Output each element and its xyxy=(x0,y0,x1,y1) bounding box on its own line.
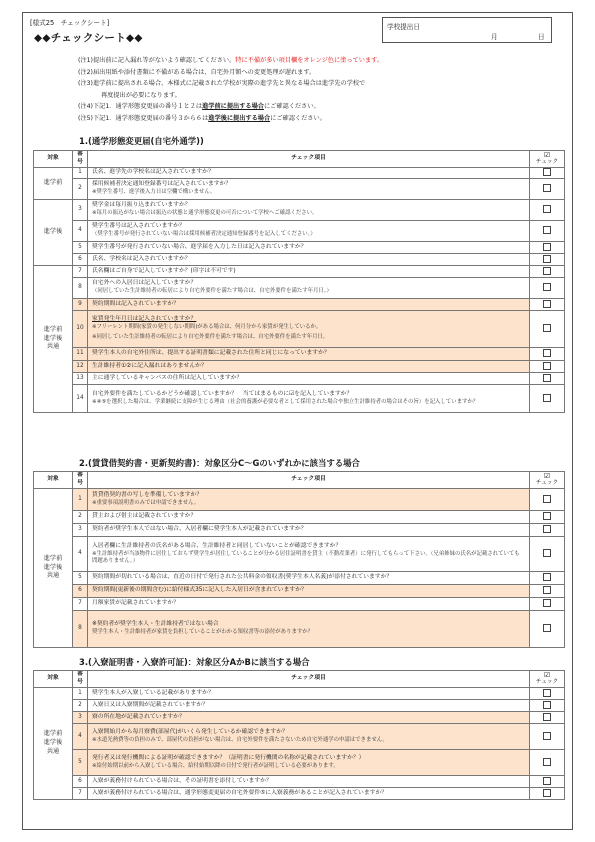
checkbox[interactable] xyxy=(543,255,551,263)
check-item-text: 月額家賃が記載されていますか？ xyxy=(92,600,179,607)
header-target: 対象 xyxy=(34,671,73,688)
check-cell xyxy=(530,179,565,200)
checkbox[interactable] xyxy=(543,362,551,370)
checklist-row xyxy=(34,311,565,348)
checklist-row xyxy=(34,361,565,373)
row-number: 3 xyxy=(73,200,88,221)
check-item-note: ※④⑤を選択した場合は、学業継続に支障が生じる理由（社会的養護が必要な者として採用された場合や独立生計維持者の場合はその旨）を記入していますか？ xyxy=(92,398,479,405)
target-cell: 進学前 進学後 共通 xyxy=(34,489,73,648)
check-item xyxy=(88,688,530,700)
check-item-text: 奨学生番号は記入されていますか？ xyxy=(92,223,185,230)
check-cell xyxy=(530,242,565,254)
check-cell xyxy=(530,254,565,266)
header-no: 番号 xyxy=(73,151,88,168)
checkbox[interactable] xyxy=(543,324,551,332)
check-cell xyxy=(530,776,565,788)
checklist-row xyxy=(34,537,565,572)
row-number: 5 xyxy=(73,572,88,585)
checkbox[interactable] xyxy=(543,267,551,275)
page-title: ◆◆チェックシート◆◆ xyxy=(34,32,143,44)
check-item-text: 奨学生本人が入寮している記載がありますか？ xyxy=(92,689,214,696)
day-label: 日 xyxy=(538,33,545,41)
header-check: ☑ チェック xyxy=(530,151,565,168)
check-item-text: 主に通学しているキャンパスの住所は記入していますか？ xyxy=(92,374,243,381)
checklist-row xyxy=(34,299,565,311)
checklist-row xyxy=(34,724,565,750)
note-4: (注4)下記1．通学形態変更届の番号１と２は進学前に提出する場合にご確認ください。 xyxy=(78,103,320,110)
row-number: 9 xyxy=(73,299,88,311)
section-3-title: 3.(入寮証明書・入寮許可証)：対象区分AかBに該当する場合 xyxy=(79,657,310,667)
row-number: 13 xyxy=(73,373,88,385)
check-item-text: 発行者又は発行機関による証明が確認できますか？（証明書に発行機関の名称が記載されていますか？） xyxy=(92,754,365,761)
check-item xyxy=(88,788,530,800)
header-check: ☑ チェック xyxy=(530,671,565,688)
check-item xyxy=(88,299,530,311)
checklist-row xyxy=(34,373,565,385)
check-cell xyxy=(530,598,565,611)
section-2-table xyxy=(33,471,565,648)
check-cell xyxy=(530,168,565,179)
header-target: 対象 xyxy=(34,472,73,489)
check-item xyxy=(88,489,530,511)
check-item-note: ※水道光熱費等の負担のみで、部屋代の負担がない場合は、自宅外要件を満たさないため自宅外通学の申請はできません。 xyxy=(92,736,388,743)
checklist-row xyxy=(34,700,565,712)
check-item-text: 賃貸借契約書の写しを準備していますか？ xyxy=(92,491,203,498)
checkbox[interactable] xyxy=(543,300,551,308)
check-item-text: 奨学生番号が発行されていない場合、進学届を入力した日は記入されていますか？ xyxy=(92,243,307,250)
target-cell: 進学前 xyxy=(34,168,73,200)
row-number: 7 xyxy=(73,598,88,611)
note-3-cont: 再度提出が必要になります。 xyxy=(101,91,181,99)
check-cell xyxy=(530,200,565,221)
check-item-text: 入寮が義務付けられている場合は、その証明書を添付していますか？ xyxy=(92,777,272,784)
checklist-row xyxy=(34,168,565,179)
check-item-text: 契約期間は記入されていますか？ xyxy=(92,300,179,307)
check-item-note: （奨学生番号が発行されていない場合は採用候補者決定通知登録番号を記入してください。） xyxy=(92,231,316,238)
check-item-text: 入寮が義務付けられている場合は、通学形態変更届の自宅外要件⑤に入寮義務があることが記入されていますか？ xyxy=(92,789,388,796)
checklist-row xyxy=(34,688,565,700)
checkbox[interactable] xyxy=(543,184,551,192)
check-item-text: 入寮開始月から毎月寮費(部屋代)がいくら発生しているか確認できますか？ xyxy=(92,728,288,735)
check-cell xyxy=(530,385,565,413)
check-item-text: 自宅外要件を満たしているかどうか確認していますか？ 当てはまるものに☑を記入していますか？ xyxy=(92,390,353,397)
checklist-row xyxy=(34,266,565,278)
check-item-text: 家賃発生年月日は記入されていますか？ xyxy=(92,316,197,323)
row-number: 1 xyxy=(73,489,88,511)
check-item-text: 契約期間が切れている場合は、直近の日付で発行された公共料金の領収書(奨学生本人名義)が添付されていますか？ xyxy=(92,574,393,581)
row-number: 2 xyxy=(73,511,88,524)
checklist-row xyxy=(34,254,565,266)
checkbox[interactable] xyxy=(543,701,551,709)
check-item-text: 奨学金は毎月振り込まれていますか？ xyxy=(92,202,191,209)
check-cell xyxy=(530,348,565,361)
checkbox-checked-icon: ☑ xyxy=(543,472,551,481)
note-1: (注1)提出前に記入漏れ等がないよう確認してください。特に不備が多い項目欄をオレンジ色に塗っています。 xyxy=(78,57,383,64)
row-number: 14 xyxy=(73,385,88,413)
check-cell xyxy=(530,585,565,598)
check-item-note: ※給付始期以前から入寮している場合、給付始期以降の日付で発行者が証明している必要があります。 xyxy=(92,762,339,769)
check-item xyxy=(88,385,530,413)
checklist-row xyxy=(34,611,565,648)
checkbox[interactable] xyxy=(543,374,551,382)
section-1-title: 1.(通学形態変更届(自宅外通学)) xyxy=(79,136,204,146)
check-cell xyxy=(530,299,565,311)
row-number: 2 xyxy=(73,179,88,200)
note-2: (注2)届出用紙や添付書類に不備がある場合は、自宅外月額への変更処理が遅れます。 xyxy=(78,68,316,76)
row-number: 7 xyxy=(73,788,88,800)
checklist-row xyxy=(34,585,565,598)
row-number: 2 xyxy=(73,700,88,712)
check-item xyxy=(88,750,530,776)
check-item-note: ※奨学生番号、進学後入力日は空欄で構いません。 xyxy=(92,189,216,196)
check-cell xyxy=(530,266,565,278)
check-cell xyxy=(530,688,565,700)
target-cell: 進学前 進学後 共通 xyxy=(34,688,73,800)
check-item xyxy=(88,168,530,179)
checkbox[interactable] xyxy=(543,549,551,557)
note-5: (注5)下記1．通学形態変更届の番号３から６は進学後に提出する場合にご確認ください。 xyxy=(78,114,326,122)
checkbox-checked-icon: ☑ xyxy=(543,671,551,680)
check-item xyxy=(88,278,530,299)
check-item-note: ※重要事項説明書のみでは申請できません。 xyxy=(92,499,200,506)
check-item-text: 入寮日又は入寮期間が記載されていますか？ xyxy=(92,701,208,708)
checkbox[interactable] xyxy=(543,573,551,581)
checkbox-checked-icon: ☑ xyxy=(543,151,551,160)
check-item xyxy=(88,700,530,712)
check-item-text: 氏名、学校名は記入されていますか？ xyxy=(92,255,191,262)
check-item xyxy=(88,242,530,254)
check-item-note: ※同居していた生計維持者の転居により自宅外要件を満たす場合は、自宅外要件を満たす年月日。 xyxy=(92,334,329,341)
check-item-note: （同居していた生計維持者の転居により自宅外要件を満たす場合は、自宅外要件を満たす年月日。） xyxy=(92,288,332,295)
check-cell xyxy=(530,311,565,348)
check-item xyxy=(88,572,530,585)
check-item xyxy=(88,179,530,200)
row-number: 4 xyxy=(73,724,88,750)
section-2-title: 2.(賃貸借契約書・更新契約書)：対象区分C～Gのいずれかに該当する場合 xyxy=(79,458,360,468)
checklist-row xyxy=(34,242,565,254)
check-item xyxy=(88,598,530,611)
row-number: 6 xyxy=(73,585,88,598)
checkbox[interactable] xyxy=(543,205,551,213)
check-item xyxy=(88,537,530,572)
checklist-row xyxy=(34,750,565,776)
check-item-text: 奨学生本人の自宅外住所は、提出する証明書類に記載された住所と同じになっていますか？ xyxy=(92,350,330,357)
checklist-row xyxy=(34,278,565,299)
check-item-text: 契約者が奨学生本人ではない場合、入居者欄に奨学生本人が記載されていますか？ xyxy=(92,526,307,533)
checkbox[interactable] xyxy=(543,599,551,607)
section-3-table xyxy=(33,670,565,800)
check-cell xyxy=(530,712,565,724)
check-cell xyxy=(530,373,565,385)
checklist-row xyxy=(34,598,565,611)
check-item-text: 生計維持者①②に記入漏れはありませんか？ xyxy=(92,362,207,369)
checklist-row xyxy=(34,385,565,413)
check-item-text: 採用候補者決定通知登録番号は記入されていますか？ xyxy=(92,181,232,188)
row-number: 4 xyxy=(73,221,88,242)
checklist-row xyxy=(34,489,565,511)
check-item xyxy=(88,776,530,788)
checkbox[interactable] xyxy=(543,512,551,520)
checkbox[interactable] xyxy=(543,732,551,740)
row-number: 4 xyxy=(73,537,88,572)
check-item xyxy=(88,361,530,373)
row-number: 11 xyxy=(73,348,88,361)
check-item xyxy=(88,585,530,598)
target-cell: 進学後 xyxy=(34,200,73,266)
checklist-row xyxy=(34,348,565,361)
check-item-text: 氏名、進学先の学校名は記入されていますか？ xyxy=(92,169,214,176)
check-item xyxy=(88,266,530,278)
check-cell xyxy=(530,361,565,373)
row-number: 8 xyxy=(73,278,88,299)
checkbox[interactable] xyxy=(543,349,551,357)
check-item xyxy=(88,373,530,385)
target-cell: 進学前 進学後 共通 xyxy=(34,266,73,413)
checkbox[interactable] xyxy=(543,394,551,402)
header-item: チェック項目 xyxy=(88,151,530,168)
submission-date-box[interactable] xyxy=(382,17,552,43)
checkbox[interactable] xyxy=(543,495,551,503)
checkbox[interactable] xyxy=(543,525,551,533)
check-item xyxy=(88,611,530,648)
note-3: (注3)進学前に提出される場合、本様式に記載された学校が実際の進学先と異なる場合は進学先の学校で xyxy=(78,80,366,87)
row-number: 6 xyxy=(73,254,88,266)
check-item-note: 奨学生本人・生計維持者が家賃を負担していることがわかる領収書等の添付がありますか？ xyxy=(92,629,314,636)
check-cell xyxy=(530,750,565,776)
header-target: 対象 xyxy=(34,151,73,168)
checkbox[interactable] xyxy=(543,777,551,785)
header-no: 番号 xyxy=(73,472,88,489)
check-item xyxy=(88,524,530,537)
check-cell xyxy=(530,511,565,524)
check-cell xyxy=(530,572,565,585)
orange-highlight-note: 特に不備が多い項目欄をオレンジ色に塗っています。 xyxy=(235,57,383,64)
checkbox[interactable] xyxy=(543,713,551,721)
checkbox[interactable] xyxy=(543,283,551,291)
check-item xyxy=(88,724,530,750)
checklist-row xyxy=(34,712,565,724)
check-item-text: 自宅外への入居日は記入していますか？ xyxy=(92,280,197,287)
check-cell xyxy=(530,700,565,712)
check-cell xyxy=(530,611,565,648)
row-number: 7 xyxy=(73,266,88,278)
check-item-text: 入居者欄に生計維持者の氏名がある場合、生計維持者と同居していないことが確認できますか？ xyxy=(92,542,342,549)
row-number: 5 xyxy=(73,242,88,254)
check-item-note: ※毎月の振込がない場合は振込の状態と通学形態変更の可否について学校へご確認ください。 xyxy=(92,210,318,217)
checkbox[interactable] xyxy=(543,168,551,176)
checklist-row xyxy=(34,572,565,585)
check-item-text: ※契約者が奨学生本人・生計維持者ではない場合 xyxy=(92,621,219,628)
check-item xyxy=(88,348,530,361)
checklist-row xyxy=(34,788,565,800)
checklist-row xyxy=(34,221,565,242)
checkbox[interactable] xyxy=(543,226,551,234)
checkbox[interactable] xyxy=(543,689,551,697)
check-item xyxy=(88,712,530,724)
checklist-row xyxy=(34,524,565,537)
check-item xyxy=(88,221,530,242)
check-item xyxy=(88,200,530,221)
check-item-note: ※生計維持者が当該物件に居住しておらず奨学生が居住していることが分かる居住証明書を貸主（不動産業者）に発行してもらって下さい。（兄弟姉妹の氏名が記載されていても問題ありません。） xyxy=(92,550,520,564)
row-number: 1 xyxy=(73,688,88,700)
checkbox[interactable] xyxy=(543,624,551,632)
check-item xyxy=(88,311,530,348)
row-number: 1 xyxy=(73,168,88,179)
header-check: ☑ チェック xyxy=(530,472,565,489)
row-number: 12 xyxy=(73,361,88,373)
row-number: 3 xyxy=(73,712,88,724)
checklist-row xyxy=(34,200,565,221)
submission-date-label: 学校提出日 xyxy=(387,23,420,31)
checkbox[interactable] xyxy=(543,789,551,797)
row-number: 5 xyxy=(73,750,88,776)
checklist-row xyxy=(34,776,565,788)
check-item-note: ※フリーレント期間(家賃の発生しない期間)がある場合は、何月分から家賃が発生しているか。 xyxy=(92,324,322,331)
check-item-text: 氏名欄はご自身で記入していますか？(印字は不可です) xyxy=(92,267,236,274)
checklist-row xyxy=(34,511,565,524)
check-cell xyxy=(530,489,565,511)
checkbox[interactable] xyxy=(543,586,551,594)
check-cell xyxy=(530,524,565,537)
check-item-text: 貸主および借主は記載されていますか？ xyxy=(92,513,197,520)
section-1-table xyxy=(33,150,565,413)
check-cell xyxy=(530,537,565,572)
check-cell xyxy=(530,724,565,750)
row-number: 3 xyxy=(73,524,88,537)
check-cell xyxy=(530,278,565,299)
row-number: 8 xyxy=(73,611,88,648)
notes-block xyxy=(78,55,558,124)
check-cell xyxy=(530,221,565,242)
header-item: チェック項目 xyxy=(88,671,530,688)
checklist-row xyxy=(34,179,565,200)
check-item-text: 契約期間(更新後の期間含む)に給付様式35に記入した入居日が含まれていますか？ xyxy=(92,587,307,594)
checkbox[interactable] xyxy=(543,758,551,766)
month-label: 月 xyxy=(491,33,498,41)
check-item-text: 寮の所在地が記載されていますか？ xyxy=(92,713,185,720)
check-cell xyxy=(530,788,565,800)
header-item: チェック項目 xyxy=(88,472,530,489)
check-item xyxy=(88,254,530,266)
row-number: 6 xyxy=(73,776,88,788)
row-number: 10 xyxy=(73,311,88,348)
form-number: [様式25 チェックシート] xyxy=(30,19,110,27)
header-no: 番号 xyxy=(73,671,88,688)
check-item xyxy=(88,511,530,524)
checkbox[interactable] xyxy=(543,243,551,251)
